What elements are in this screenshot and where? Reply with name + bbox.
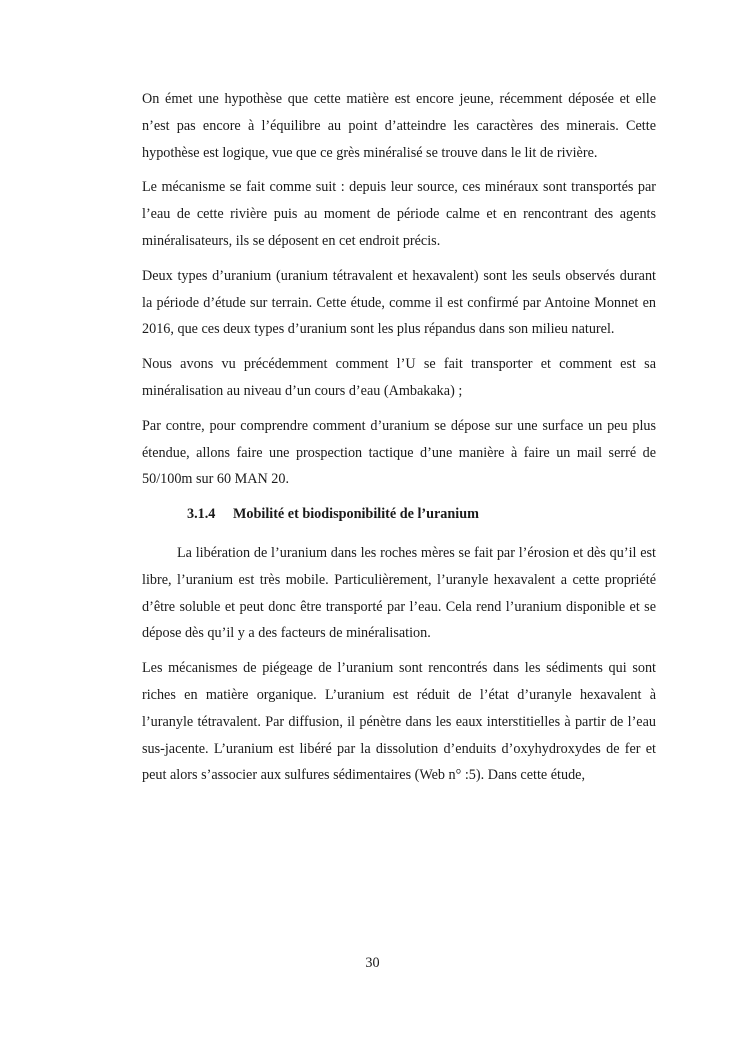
paragraph-mechanism: Le mécanisme se fait comme suit : depuis leur source, ces minéraux sont transportés par l’eau de cette rivière puis au moment de période calme et en rencontrant des agents minéralisateurs, ils se déposent en cet endroit précis. [142,179,656,249]
section-number: 3.1.4 [187,506,216,523]
paragraph-prospection: Par contre, pour comprendre comment d’uranium se dépose sur une surface un peu plus étendue, allons faire une prospection tactique d’une manière à faire un mail serré de 50/100m sur 60 MAN 20. [142,417,656,488]
paragraph-hypothesis: On émet une hypothèse que cette matière est encore jeune, récemment déposée et elle n’est pas encore à l’équilibre au point d’atteindre les caractères des minerais. Cette hypothèse est logique, vue que ce grès minéralisé se trouve dans le lit de rivière. [142,91,656,161]
page-number: 30 [365,955,380,971]
section-heading [142,501,656,528]
paragraph-trapping-mechanisms: Les mécanismes de piégeage de l’uranium sont rencontrés dans les sédiments qui sont riches en matière organique. L’uranium est réduit de l’état d’uranyle hexavalent à l’uranyle tétravalent. Par diffusion, il pénètre dans les eaux interstitielles à partir de l’eau sus-jacente. L’uranium est libéré par la dissolution d’enduits d’oxyhydroxydes de fer et peut alors s’associer aux sulfures sédimentaires (Web n° :5). Dans cette étude, [142,660,656,784]
paragraph-uranium-types: Deux types d’uranium (uranium tétravalent et hexavalent) sont les seuls observés durant la période d’étude sur terrain. Cette étude, comme il est confirmé par Antoine Monnet en 2016, que ces deux types d’uranium sont les plus répandus dans son milieu naturel. [142,267,656,338]
paragraph-transport-summary: Nous avons vu précédemment comment l’U se fait transporter et comment est sa minéralisation au niveau d’un cours d’eau (Ambakaka) ; [142,356,656,399]
page-body [142,86,656,797]
paragraph-liberation: La libération de l’uranium dans les roches mères se fait par l’érosion et dès qu’il est libre, l’uranium est très mobile. Particulièrement, l’uranyle hexavalent a cette propriété d’être soluble et peut donc être transporté par l’eau. Cela rend l’uranium disponible et se dépose dès qu’il y a des facteurs de minéralisation. [142,544,656,642]
section-title: Mobilité et biodisponibilité de l’uranium [233,506,479,523]
